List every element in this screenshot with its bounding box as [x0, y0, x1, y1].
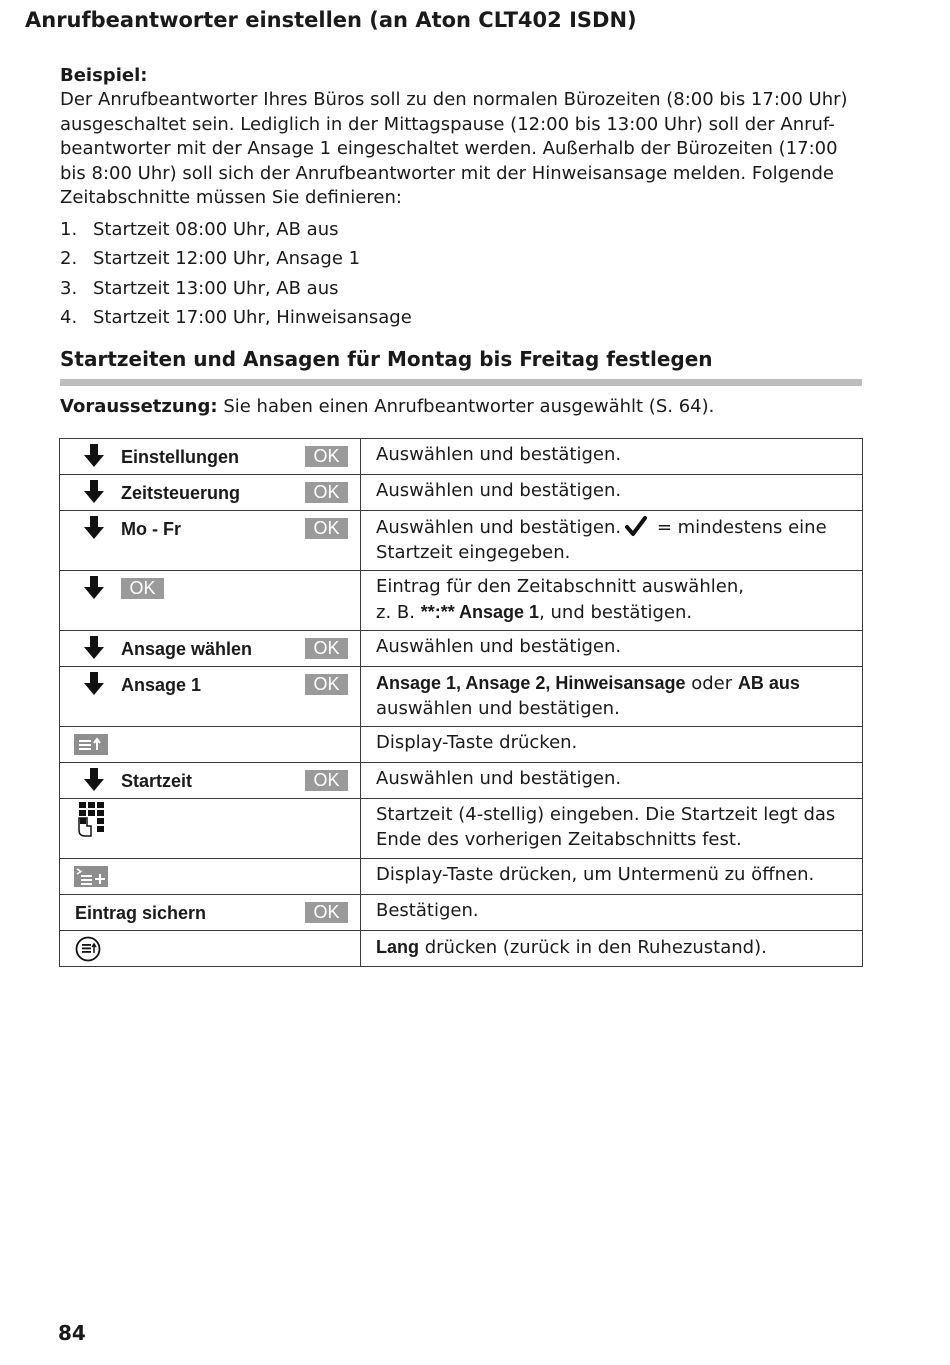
table-row — [60, 931, 863, 967]
step-description: Startzeit (4-stellig) eingeben. Die Startzeit legt das Ende des vorherigen Zeitabschnitts fest. — [361, 799, 863, 859]
example-heading: Beispiel: — [60, 65, 148, 86]
menu-item-mo-fr[interactable]: Mo - Fr — [121, 519, 181, 539]
down-arrow-icon[interactable] — [84, 672, 104, 696]
table-row — [60, 571, 863, 631]
ok-button[interactable]: OK — [305, 674, 348, 695]
ok-button[interactable]: OK — [305, 770, 348, 791]
checkmark-icon — [625, 515, 647, 537]
display-key-menu-icon[interactable] — [74, 866, 108, 887]
step-description: Auswählen und bestätigen. = mindestens eine Startzeit eingegeben. — [361, 511, 863, 571]
step-description: Bestätigen. — [361, 895, 863, 931]
down-arrow-icon[interactable] — [84, 576, 104, 600]
table-row — [60, 439, 863, 475]
table-row — [60, 511, 863, 571]
down-arrow-icon[interactable] — [84, 636, 104, 660]
step-description: Auswählen und bestätigen. — [361, 631, 863, 667]
table-row — [60, 799, 863, 859]
keypad-icon[interactable] — [75, 802, 111, 840]
example-list — [60, 215, 862, 333]
step-description: Lang drücken (zurück in den Ruhezustand). — [361, 931, 863, 967]
ok-button[interactable]: OK — [305, 638, 348, 659]
menu-item-eintrag-sichern[interactable]: Eintrag sichern — [75, 903, 207, 923]
display-key-icon[interactable] — [74, 734, 108, 755]
table-row — [60, 763, 863, 799]
down-arrow-icon[interactable] — [84, 516, 104, 540]
steps-table — [59, 438, 863, 967]
example-text: Der Anrufbeantworter Ihres Büros soll zu den normalen Bürozeiten (8:00 bis 17:00 Uhr) ausgeschaltet sein. Lediglich in der Mittagspause (12:00 bis 13:00 Uhr) soll der Anruf- beantworter mit der Ansage 1 eingeschaltet werden. Außerhalb der Bürozeiten (17:00 bis 8:00 Uhr) soll sich der Anrufbeantworter mit der Hinweisansage melden. Folgende Zeitabschnitte müssen Sie definieren: — [60, 89, 848, 208]
section-rule — [60, 379, 862, 386]
down-arrow-icon[interactable] — [84, 768, 104, 792]
menu-item-einstellungen[interactable]: Einstellungen — [121, 447, 240, 467]
menu-item-ansage-waehlen[interactable]: Ansage wählen — [121, 639, 253, 659]
menu-item-zeitsteuerung[interactable]: Zeitsteuerung — [121, 483, 241, 503]
step-description: Auswählen und bestätigen. — [361, 763, 863, 799]
down-arrow-icon[interactable] — [84, 444, 104, 468]
down-arrow-icon[interactable] — [84, 480, 104, 504]
step-description: Auswählen und bestätigen. — [361, 475, 863, 511]
ok-button[interactable]: OK — [121, 578, 164, 599]
list-item: 4. Startzeit 17:00 Uhr, Hinweisansage — [60, 307, 412, 329]
ok-button[interactable]: OK — [305, 902, 348, 923]
step-description: Auswählen und bestätigen. — [361, 439, 863, 475]
ok-button[interactable]: OK — [305, 446, 348, 467]
menu-item-ansage-1[interactable]: Ansage 1 — [121, 675, 202, 695]
section-title: Startzeiten und Ansagen für Montag bis Freitag festlegen — [60, 346, 713, 371]
prerequisite: Voraussetzung: Sie haben einen Anrufbeantworter ausgewählt (S. 64). — [60, 395, 715, 417]
end-key-icon[interactable] — [75, 936, 101, 962]
page-number: 84 — [58, 1321, 86, 1345]
table-row — [60, 859, 863, 895]
table-row — [60, 475, 863, 511]
step-description: Ansage 1, Ansage 2, Hinweisansage oder AB aus auswählen und bestätigen. — [361, 667, 863, 727]
table-row — [60, 631, 863, 667]
page-title: Anrufbeantworter einstellen (an Aton CLT402 ISDN) — [25, 8, 637, 32]
step-description: Display-Taste drücken. — [361, 727, 863, 763]
content — [60, 64, 862, 419]
menu-item-startzeit[interactable]: Startzeit — [121, 771, 193, 791]
list-item: 1. Startzeit 08:00 Uhr, AB aus — [60, 218, 339, 240]
step-description: Eintrag für den Zeitabschnitt auswählen, z. B. **:** Ansage 1, und bestätigen. — [361, 571, 863, 631]
step-description: Display-Taste drücken, um Untermenü zu öffnen. — [361, 859, 863, 895]
table-row — [60, 667, 863, 727]
ok-button[interactable]: OK — [305, 482, 348, 503]
list-item: 2. Startzeit 12:00 Uhr, Ansage 1 — [60, 248, 361, 270]
list-item: 3. Startzeit 13:00 Uhr, AB aus — [60, 277, 339, 299]
ok-button[interactable]: OK — [305, 518, 348, 539]
table-row — [60, 727, 863, 763]
table-row — [60, 895, 863, 931]
